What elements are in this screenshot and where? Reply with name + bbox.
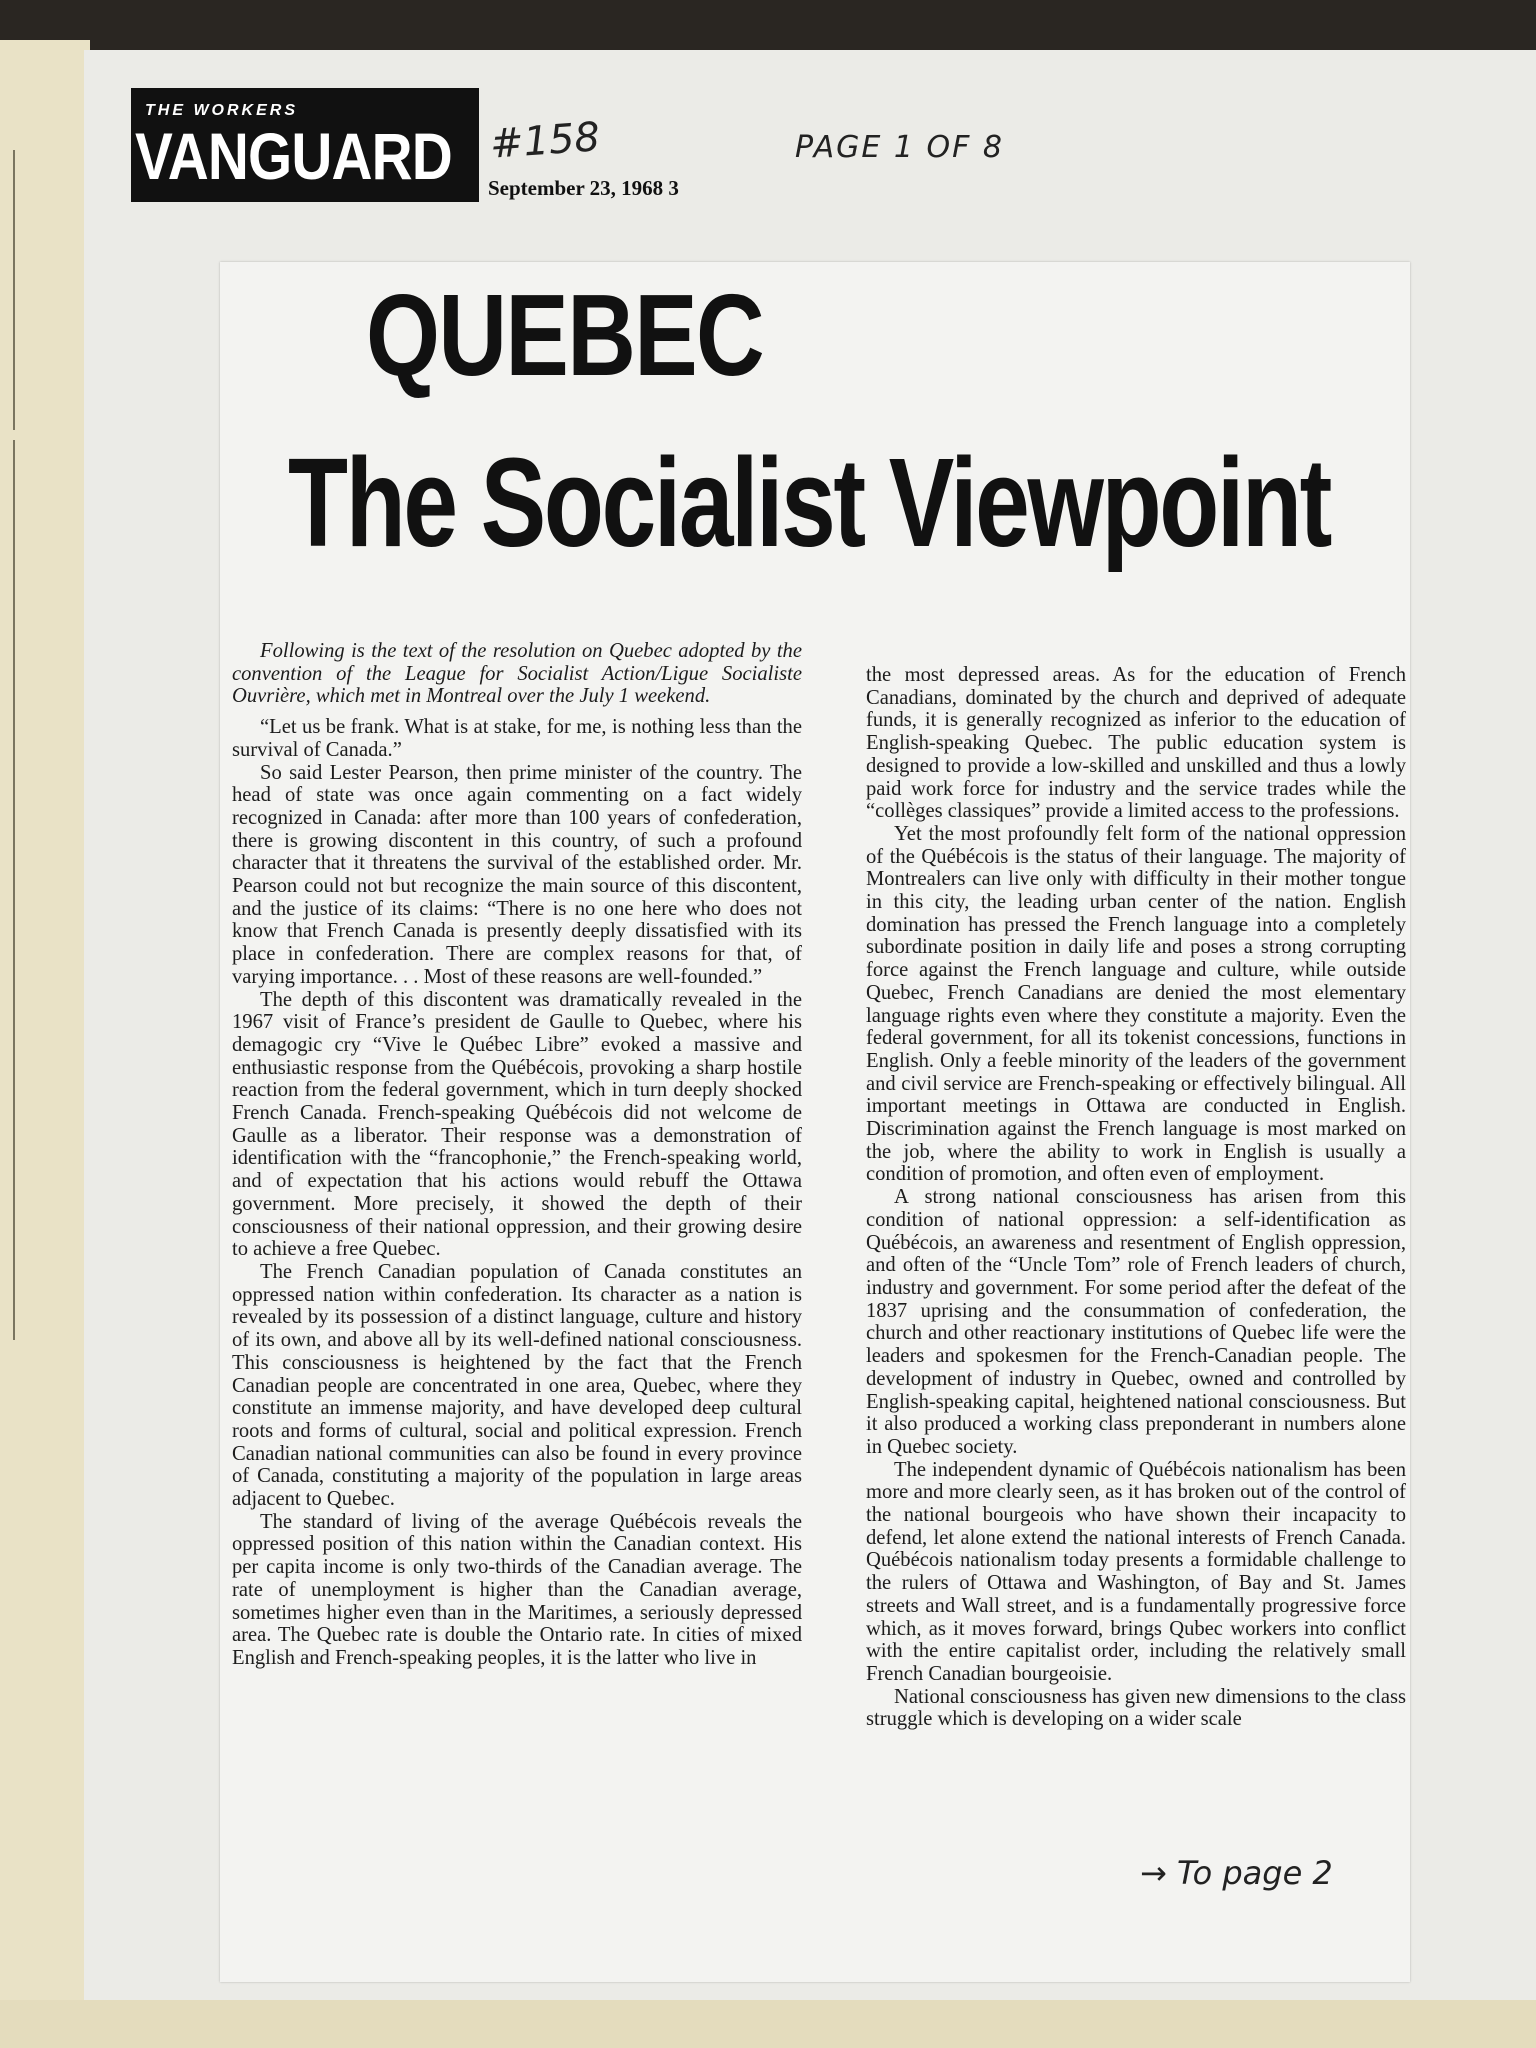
handwritten-page-count: PAGE 1 OF 8 — [795, 130, 1004, 165]
article-paragraph-continued: the most depressed areas. As for the education of French Canadians, dominated by the church and deprived of adequate funds, it is generally recognized as inferior to the education of English-speaking Quebec. The public education system is designed to provide a low-skilled and unskilled and thus a lowly paid work force for industry and the service trades while the “collèges classiques” provide a limited access to the professions. — [866, 664, 1406, 823]
article-paragraph: A strong national consciousness has arisen from this condition of national oppression: a self-identification as Québécois, an awareness and resentment of English oppression, and often of the “Uncle Tom” role of French leaders of church, industry and government. For some period after the defeat of the 1837 uprising and the consummation of confederation, the church and other reactionary institutions of Quebec life were the leaders and spokesmen for the French-Canadian people. The development of industry in Quebec, owned and controlled by English-speaking capital, heightened national consciousness. But it also produced a working class preponderant in numbers alone in Quebec society. — [866, 1186, 1406, 1458]
article-column-left — [232, 640, 802, 1670]
article-paragraph: So said Lester Pearson, then prime minister of the country. The head of state was once again commenting on a fact widely recognized in Canada: after more than 100 years of confederation, there is growing discontent in this country, of such a profound character that it threatens the survival of the established order. Mr. Pearson could not but recognize the main source of this discontent, and the justice of its claims: “There is no one here who does not know that French Canada is presently deeply dissatisfied with its place in confederation. There are complex reasons for that, of varying importance. . . Most of these reasons are well-founded.” — [232, 761, 802, 988]
masthead-logo — [131, 88, 479, 202]
headline-title: The Socialist Viewpoint — [288, 432, 1331, 573]
dateline: September 23, 1968 3 — [488, 176, 679, 200]
handwritten-continuation-note: → To page 2 — [1140, 1854, 1333, 1892]
article-paragraph: The standard of living of the average Québécois reveals the oppressed position of this nation within the Canadian context. His per capita income is only two-thirds of the Canadian average. The rate of unemployment is higher than the Canadian average, sometimes higher even than in the Maritimes, a seriously depressed area. The Quebec rate is double the Ontario rate. In cities of mixed English and French-speaking peoples, it is the latter who live in — [232, 1510, 802, 1669]
article-paragraph: “Let us be frank. What is at stake, for me, is nothing less than the survival of Canada.” — [232, 716, 802, 761]
article-paragraph: The independent dynamic of Québécois nationalism has been more and more clearly seen, as it has broken out of the control of the national bourgeois who have shown their incapacity to defend, let alone extend the national interests of French Canada. Québécois nationalism today presents a formidable challenge to the rulers of Ottawa and Washington, of Bay and St. James streets and Wall street, and is a fundamentally progressive force which, as it moves forward, brings Qubec workers into conflict with the entire capitalist order, including the relatively small French Canadian bourgeoisie. — [866, 1458, 1406, 1685]
article-intro: Following is the text of the resolution on Quebec adopted by the convention of the League for Socialist Action/Ligue Socialiste Ouvrière, which met in Montreal over the July 1 weekend. — [232, 640, 802, 708]
folder-crease-line — [13, 440, 15, 1340]
article-paragraph: National consciousness has given new dimensions to the class struggle which is developing on a wider scale — [866, 1685, 1406, 1731]
masthead-small-text: THE WORKERS — [145, 102, 298, 119]
headline-kicker: QUEBEC — [366, 270, 764, 400]
article-paragraph: Yet the most profoundly felt form of the national oppression of the Québécois is the status of their language. The majority of Montrealers can live only with difficulty in their mother tongue in this city, the leading urban center of the nation. English domination has pressed the French language into a completely subordinate position in daily life and poses a strong corrupting force against the French language and culture, while outside Quebec, French Canadians are denied the most elementary language rights even where they constitute a majority. Even the federal government, for all its tokenist concessions, functions in English. Only a feeble minority of the leaders of the government and civil service are French-speaking or effectively bilingual. All important meetings in Ottawa are conducted in English. Discrimination against the French language is most marked on the job, where the ability to work in English is usually a condition of promotion, and often even of employment. — [866, 822, 1406, 1186]
article-paragraph: The depth of this discontent was dramatically revealed in the 1967 visit of France’s president de Gaulle to Quebec, where his demagogic cry “Vive le Québec Libre” evoked a massive and enthusiastic response from the Québécois, provoking a sharp hostile reaction from the federal government, which in turn deeply shocked French Canada. French-speaking Québécois did not welcome de Gaulle as a liberator. Their response was a demonstration of identification with the “francophonie,” the French-speaking world, and of expectation that his actions would rebuff the Ottawa government. More precisely, it showed the depth of their consciousness of their national oppression, and their growing desire to achieve a free Quebec. — [232, 988, 802, 1261]
article-paragraph: The French Canadian population of Canada constitutes an oppressed nation within confederation. Its character as a nation is revealed by its possession of a distinct language, culture and history of its own, and above all by its well-defined national consciousness. This consciousness is heightened by the fact that the French Canadian people are concentrated in one area, Quebec, where they constitute an immense majority, and have developed deep cultural roots and forms of cultural, social and political expression. French Canadian national communities can also be found in every province of Canada, constituting a majority of the population in large areas adjacent to Quebec. — [232, 1260, 802, 1511]
background-table-edge — [0, 2000, 1536, 2048]
background-folder-edge — [0, 40, 90, 2048]
folder-crease-line — [13, 150, 15, 430]
masthead-title: VANGUARD — [135, 119, 452, 193]
handwritten-issue-number: #158 — [488, 114, 602, 168]
article-column-right — [866, 664, 1406, 1731]
